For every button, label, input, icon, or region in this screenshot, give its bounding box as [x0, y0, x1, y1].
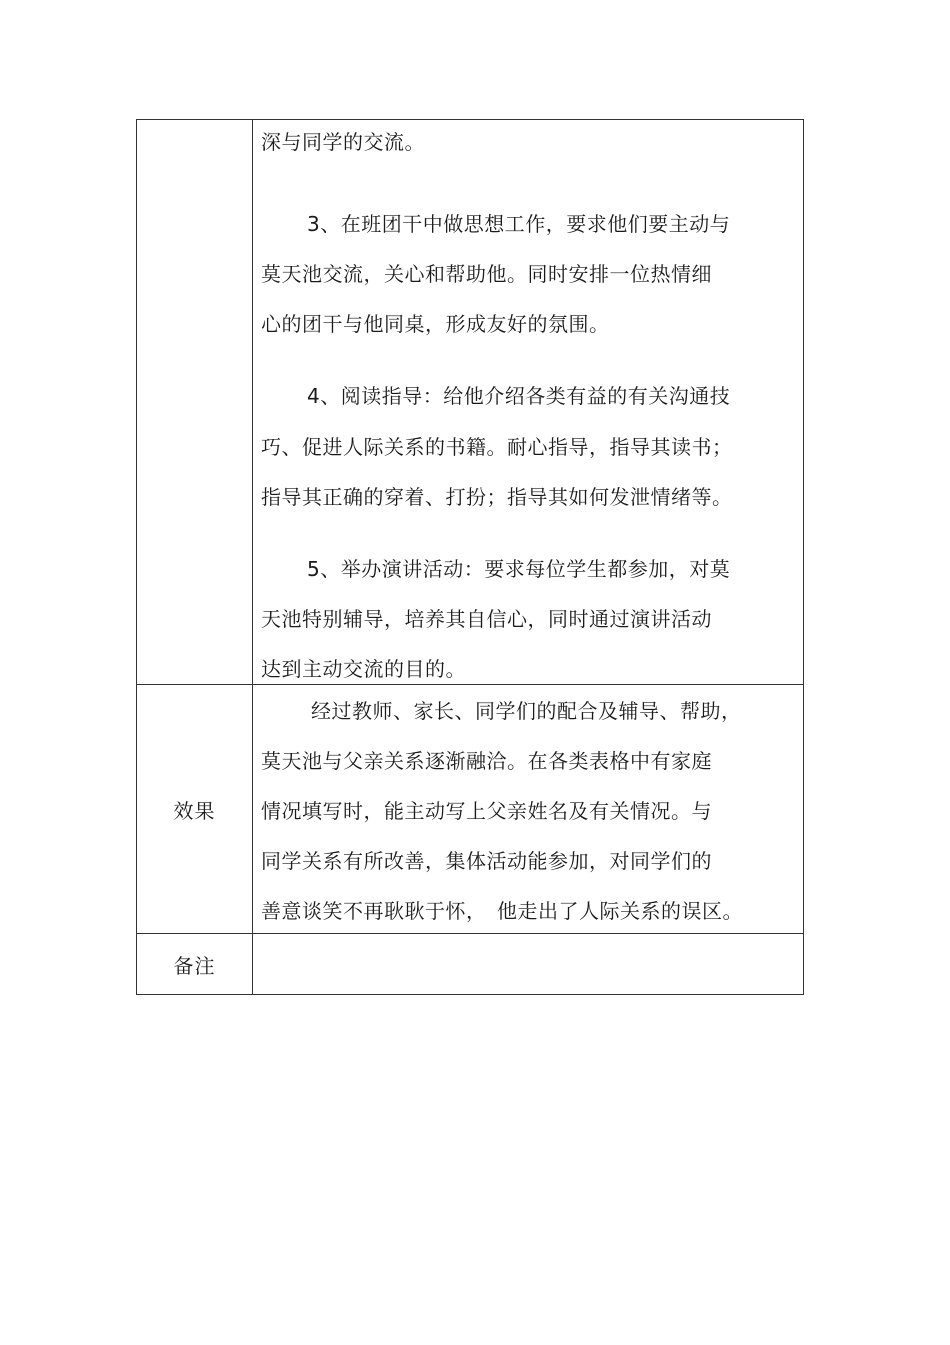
measures-label-cell — [137, 120, 253, 685]
measures-line-6: 巧、促进人际关系的书籍。耐心指导，指导其读书； — [261, 435, 733, 459]
measures-line-3: 莫天池交流，关心和帮助他。同时安排一位热情细 — [261, 262, 712, 286]
effect-content-cell — [253, 685, 804, 934]
measures-line-4: 心的团干与他同桌，形成友好的氛围。 — [261, 312, 610, 336]
effect-line-5: 善意谈笑不再耿耿于怀， 他走出了人际关系的误区。 — [261, 899, 743, 923]
remarks-label: 备注 — [137, 934, 253, 995]
record-table — [136, 119, 804, 995]
measures-line-7: 指导其正确的穿着、打扮；指导其如何发泄情绪等。 — [261, 485, 733, 509]
measures-line-1: 深与同学的交流。 — [261, 130, 425, 154]
measures-row — [137, 120, 804, 685]
measures-line-5: 4、阅读指导：给他介绍各类有益的有关沟通技 — [307, 384, 731, 408]
measures-line-2: 3、在班团干中做思想工作，要求他们要主动与 — [307, 212, 731, 236]
effect-row — [137, 685, 804, 934]
remarks-row — [137, 934, 804, 995]
effect-line-2: 莫天池与父亲关系逐渐融洽。在各类表格中有家庭 — [261, 749, 712, 773]
measures-content-cell — [253, 120, 804, 685]
effect-label: 效果 — [137, 685, 253, 934]
measures-line-9: 天池特别辅导，培养其自信心，同时通过演讲活动 — [261, 607, 712, 631]
effect-line-4: 同学关系有所改善，集体活动能参加，对同学们的 — [261, 849, 712, 873]
remarks-content[interactable] — [253, 934, 804, 995]
measures-line-8: 5、举办演讲活动：要求每位学生都参加，对莫 — [307, 557, 731, 581]
effect-line-1: 经过教师、家长、同学们的配合及辅导、帮助， — [311, 699, 742, 723]
measures-line-10: 达到主动交流的目的。 — [261, 657, 466, 681]
effect-line-3: 情况填写时，能主动写上父亲姓名及有关情况。与 — [261, 799, 712, 823]
